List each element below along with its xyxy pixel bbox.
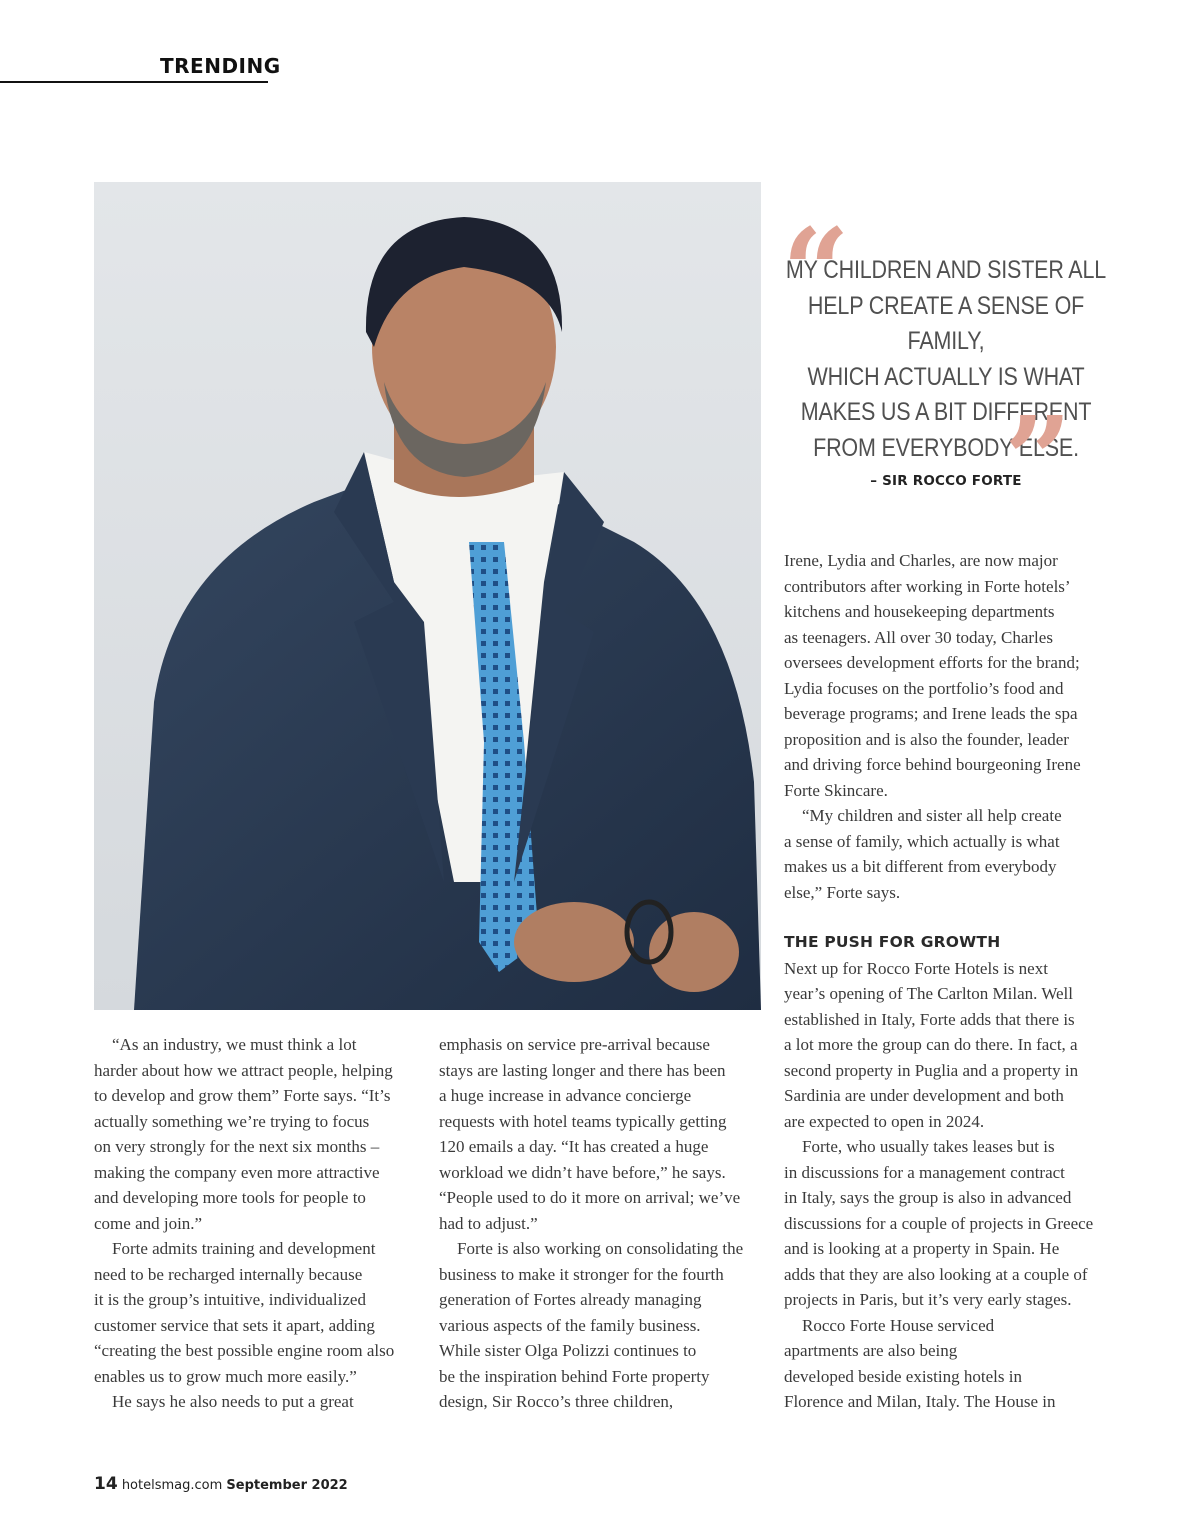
close-quote-icon: ” <box>1004 390 1072 529</box>
text-line: stays are lasting longer and there has been <box>439 1060 726 1080</box>
text-line: “My children and sister all help create <box>802 806 1062 825</box>
text-line: customer service that sets it apart, adding <box>94 1315 375 1335</box>
portrait-illustration <box>94 182 761 1010</box>
text-line: and driving force behind bourgeoning Irene <box>784 755 1081 774</box>
section-label: TRENDING <box>160 54 281 78</box>
text-line: else,” Forte says. <box>784 882 901 902</box>
article-column-1 <box>94 1032 424 1415</box>
text-line: actually something we’re trying to focus <box>94 1111 370 1131</box>
text-line: a lot more the group can do there. In fact, a <box>784 1035 1078 1054</box>
text-line: Next up for Rocco Forte Hotels is next <box>784 958 1048 978</box>
text-line: Rocco Forte House serviced <box>802 1315 995 1335</box>
text-line: are expected to open in 2024. <box>784 1111 985 1131</box>
open-quote-icon: “ <box>782 202 850 341</box>
paragraph <box>439 1032 769 1236</box>
site-name: hotelsmag.com <box>121 1478 223 1493</box>
paragraph <box>784 1313 1114 1415</box>
text-line: Lydia focuses on the portfolio’s food and <box>784 678 1064 698</box>
issue-date: September 2022 <box>226 1478 348 1493</box>
text-line: Forte is also working on consolidating the <box>457 1239 744 1258</box>
paragraph <box>94 1032 424 1236</box>
text-line: second property in Puglia and a property in <box>784 1060 1079 1080</box>
text-line: Forte Skincare. <box>784 780 888 800</box>
text-line: kitchens and housekeeping departments <box>784 602 1055 621</box>
text-line: developed beside existing hotels in <box>784 1366 1022 1386</box>
text-line: While sister Olga Polizzi continues to <box>439 1341 697 1360</box>
text-line: and is looking at a property in Spain. He <box>784 1239 1060 1258</box>
text-line: oversees development efforts for the brand; <box>784 653 1080 672</box>
text-line: various aspects of the family business. <box>439 1315 701 1335</box>
text-line: making the company even more attractive <box>94 1162 380 1182</box>
text-line: requests with hotel teams typically getting <box>439 1111 727 1131</box>
text-line: and developing more tools for people to <box>94 1188 366 1207</box>
text-line: apartments are also being <box>784 1341 958 1360</box>
text-line: it is the group’s intuitive, individualized <box>94 1290 366 1309</box>
text-line: contributors after working in Forte hotels’ <box>784 576 1071 596</box>
section-rule <box>0 81 268 83</box>
text-line: Forte, who usually takes leases but is <box>802 1137 1055 1156</box>
text-line: 120 emails a day. “It has created a huge <box>439 1137 709 1156</box>
text-line: beverage programs; and Irene leads the spa <box>784 704 1078 723</box>
paragraph <box>94 1236 424 1389</box>
text-line: year’s opening of The Carlton Milan. Well <box>784 984 1073 1003</box>
text-line: workload we didn’t have before,” he says. <box>439 1162 726 1182</box>
text-line: makes us a bit different from everybody <box>784 857 1057 876</box>
paragraph <box>784 1134 1114 1313</box>
text-line: He says he also needs to put a great <box>112 1392 354 1411</box>
paragraph <box>439 1236 769 1415</box>
text-line: as teenagers. All over 30 today, Charles <box>784 627 1053 647</box>
text-line: emphasis on service pre-arrival because <box>439 1035 710 1054</box>
section-subheading: THE PUSH FOR GROWTH <box>784 933 1001 951</box>
portrait-photo <box>94 182 761 1010</box>
pull-quote <box>782 202 1110 529</box>
text-line: projects in Paris, but it’s very early stages. <box>784 1290 1072 1309</box>
text-line: generation of Fortes already managing <box>439 1290 702 1309</box>
text-line: in Italy, says the group is also in advanced <box>784 1188 1072 1207</box>
pull-quote-attribution: – SIR ROCCO FORTE <box>870 473 1022 489</box>
text-line: design, Sir Rocco’s three children, <box>439 1392 674 1411</box>
paragraph <box>784 803 1114 905</box>
article-column-3 <box>784 548 1114 1415</box>
text-line: established in Italy, Forte adds that there is <box>784 1009 1075 1029</box>
text-line: enables us to grow much more easily.” <box>94 1366 357 1386</box>
text-line: need to be recharged internally because <box>94 1264 363 1284</box>
text-line: proposition and is also the founder, leader <box>784 729 1069 749</box>
page-footer <box>94 1474 348 1494</box>
text-line: come and join.” <box>94 1213 203 1233</box>
text-line: business to make it stronger for the fourth <box>439 1264 724 1284</box>
text-line: “As an industry, we must think a lot <box>112 1035 357 1054</box>
text-line: Forte admits training and development <box>112 1239 376 1258</box>
text-line: a huge increase in advance concierge <box>439 1086 692 1105</box>
text-line: adds that they are also looking at a couple of <box>784 1264 1088 1284</box>
article-column-2 <box>439 1032 769 1415</box>
paragraph <box>784 548 1114 803</box>
text-line: on very strongly for the next six months – <box>94 1137 380 1156</box>
text-line: to develop and grow them” Forte says. “It’s <box>94 1086 391 1105</box>
text-line: “People used to do it more on arrival; we’ve <box>439 1188 741 1207</box>
text-line: Florence and Milan, Italy. The House in <box>784 1392 1056 1411</box>
text-line: a sense of family, which actually is what <box>784 831 1060 851</box>
text-line: discussions for a couple of projects in Greece <box>784 1213 1094 1233</box>
text-line: be the inspiration behind Forte property <box>439 1366 710 1386</box>
text-line: “creating the best possible engine room also <box>94 1341 395 1360</box>
paragraph <box>94 1389 424 1415</box>
paragraph <box>784 956 1114 1135</box>
pull-quote-text: MY CHILDREN AND SISTER ALL HELP CREATE A SENSE OF FAMILY, WHICH ACTUALLY IS WHAT MAKES US A BIT DIFFERENT FROM EVERYBODY ELSE. <box>785 256 1107 462</box>
text-line: had to adjust.” <box>439 1213 538 1233</box>
text-line: harder about how we attract people, helping <box>94 1060 393 1080</box>
text-line: in discussions for a management contract <box>784 1162 1065 1182</box>
text-line: Sardinia are under development and both <box>784 1086 1064 1105</box>
text-line: Irene, Lydia and Charles, are now major <box>784 551 1058 570</box>
page-number: 14 <box>94 1474 118 1494</box>
